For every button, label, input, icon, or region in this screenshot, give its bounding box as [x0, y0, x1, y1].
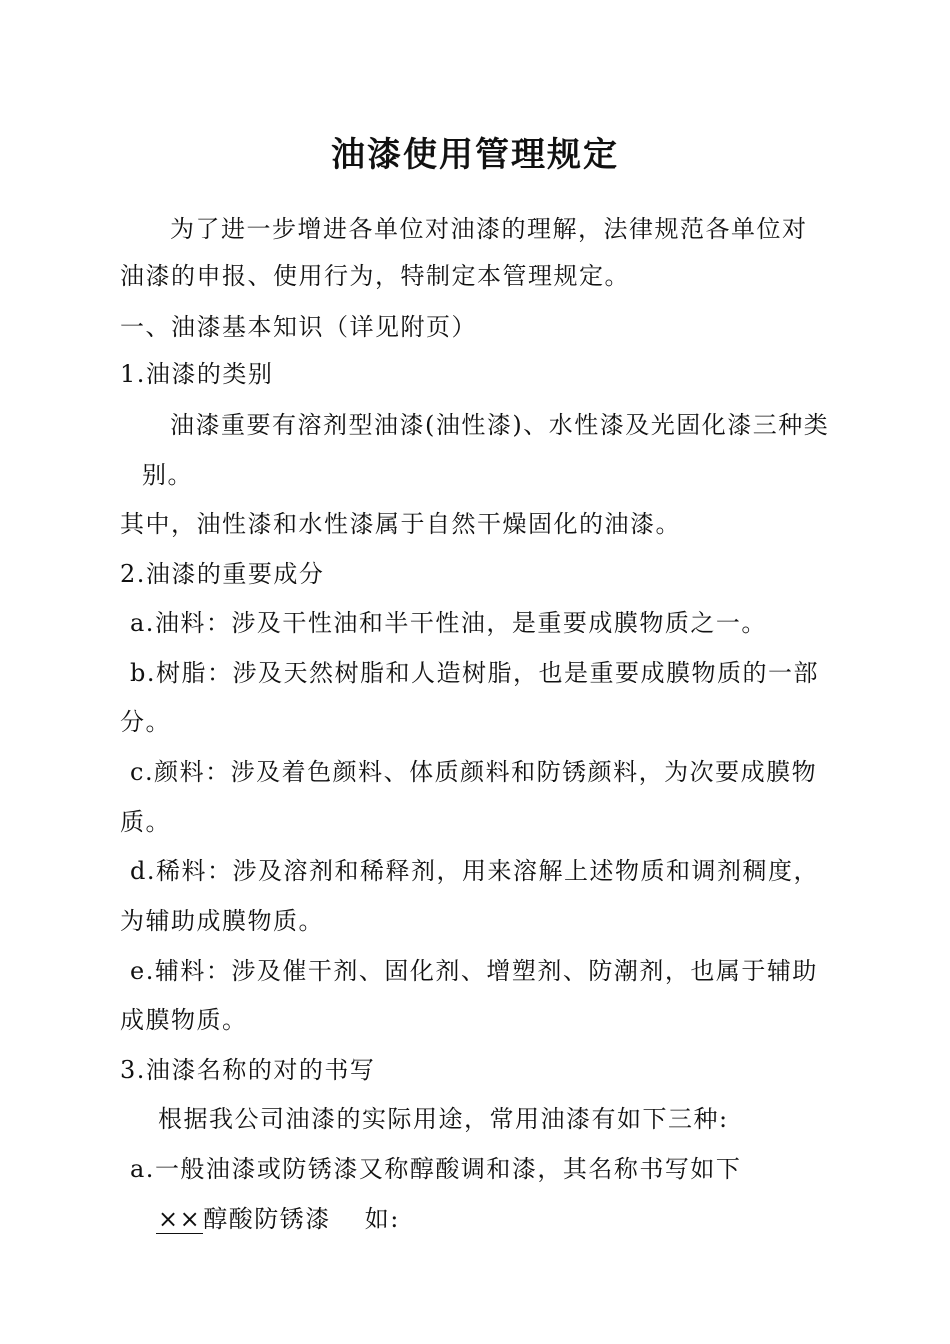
sub-2-item-b-cont: 分。 — [120, 708, 171, 736]
sub-2-item-a: a.油料：涉及干性油和半干性油，是重要成膜物质之一。 — [130, 609, 767, 637]
sub-2-item-d-cont: 为辅助成膜物质。 — [120, 907, 324, 935]
section-1-heading: 一、油漆基本知识（详见附页） — [120, 313, 477, 341]
example-line — [156, 1202, 400, 1236]
sub-2-item-b: b.树脂：涉及天然树脂和人造树脂，也是重要成膜物质的一部 — [130, 659, 819, 687]
sub-1-body-line-1: 油漆重要有溶剂型油漆(油性漆)、水性漆及光固化漆三种类 — [170, 411, 830, 439]
sub-2-item-c-cont: 质。 — [120, 808, 171, 836]
sub-1-body-line-3: 其中，油性漆和水性漆属于自然干燥固化的油漆。 — [120, 510, 681, 538]
sub-2-item-e: e.辅料：涉及催干剂、固化剂、增塑剂、防潮剂，也属于辅助 — [130, 957, 818, 985]
example-suffix: 如: — [364, 1205, 400, 1233]
sub-3-body-line-1: 根据我公司油漆的实际用途，常用油漆有如下三种: — [158, 1105, 729, 1133]
sub-1-heading: 1.油漆的类别 — [120, 360, 274, 388]
sub-2-heading: 2.油漆的重要成分 — [120, 560, 325, 588]
intro-line-1: 为了进一步增进各单位对油漆的理解，法律规范各单位对 — [170, 215, 808, 243]
sub-2-item-e-cont: 成膜物质。 — [120, 1006, 248, 1034]
intro-line-2: 油漆的申报、使用行为，特制定本管理规定。 — [120, 262, 630, 290]
sub-3-body-line-2: a.一般油漆或防锈漆又称醇酸调和漆，其名称书写如下 — [130, 1155, 742, 1183]
example-blank: ×× — [158, 1205, 202, 1233]
sub-1-body-line-2: 别。 — [142, 461, 193, 489]
sub-2-item-d: d.稀料：涉及溶剂和稀释剂，用来溶解上述物质和调剂稠度， — [130, 857, 819, 885]
document-title: 油漆使用管理规定 — [331, 135, 619, 175]
example-name: 醇酸防锈漆 — [203, 1205, 331, 1233]
sub-2-item-c: c.颜料：涉及着色颜料、体质颜料和防锈颜料，为次要成膜物 — [130, 758, 818, 786]
sub-3-heading: 3.油漆名称的对的书写 — [120, 1056, 376, 1084]
